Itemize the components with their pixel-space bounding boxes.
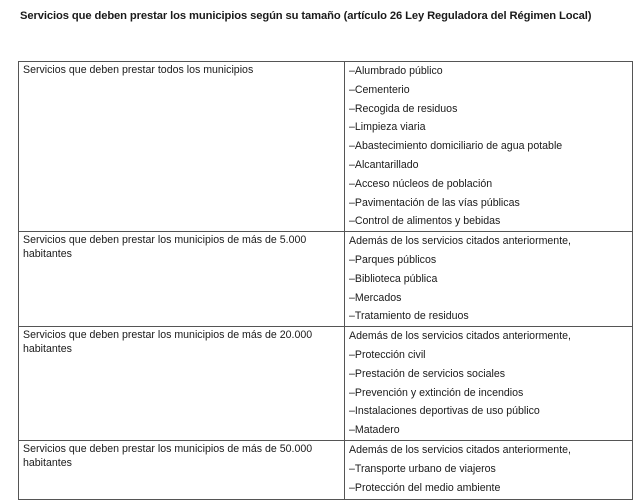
service-item: –Parques públicos xyxy=(349,253,437,266)
service-item: –Acceso núcleos de población xyxy=(349,177,493,190)
services-cell xyxy=(345,62,633,232)
service-item: –Abastecimiento domiciliario de agua potable xyxy=(349,140,563,153)
service-item: –Cementerio xyxy=(349,83,410,96)
category-cell: Servicios que deben prestar los municipios de más de 5.000 habitantes xyxy=(19,232,345,327)
table-row xyxy=(19,232,633,327)
service-item: –Prevención y extinción de incendios xyxy=(349,386,524,399)
service-item: –Prestación de servicios sociales xyxy=(349,367,506,380)
service-item: –Protección civil xyxy=(349,348,426,361)
service-item: –Limpieza viaria xyxy=(349,121,426,134)
service-item: –Pavimentación de las vías públicas xyxy=(349,196,520,209)
page-title: Servicios que deben prestar los municipios según su tamaño (artículo 26 Ley Reguladora del Régimen Local) xyxy=(20,10,592,22)
category-cell: Servicios que deben prestar los municipios de más de 50.000 habitantes xyxy=(19,440,345,499)
service-item: –Transporte urbano de viajeros xyxy=(349,462,496,475)
service-item: –Recogida de residuos xyxy=(349,102,458,115)
service-item: –Instalaciones deportivas de uso público xyxy=(349,405,540,418)
service-item: –Matadero xyxy=(349,424,400,437)
services-intro: Además de los servicios citados anteriormente, xyxy=(349,330,571,343)
service-item: –Tratamiento de residuos xyxy=(349,310,469,323)
category-cell: Servicios que deben prestar todos los municipios xyxy=(19,62,345,232)
services-cell xyxy=(345,440,633,499)
category-cell: Servicios que deben prestar los municipios de más de 20.000 habitantes xyxy=(19,327,345,441)
service-item: –Biblioteca pública xyxy=(349,272,438,285)
service-item: –Protección del medio ambiente xyxy=(349,481,501,494)
table-row xyxy=(19,440,633,499)
table-row xyxy=(19,327,633,441)
service-item: –Alcantarillado xyxy=(349,158,419,171)
services-intro: Además de los servicios citados anteriormente, xyxy=(349,235,571,248)
services-cell xyxy=(345,232,633,327)
service-item: –Mercados xyxy=(349,291,402,304)
table-row xyxy=(19,62,633,232)
services-table xyxy=(18,61,633,500)
service-item: –Control de alimentos y bebidas xyxy=(349,215,501,228)
services-cell xyxy=(345,327,633,441)
service-item: –Alumbrado público xyxy=(349,65,443,77)
services-intro: Además de los servicios citados anteriormente, xyxy=(349,443,571,456)
